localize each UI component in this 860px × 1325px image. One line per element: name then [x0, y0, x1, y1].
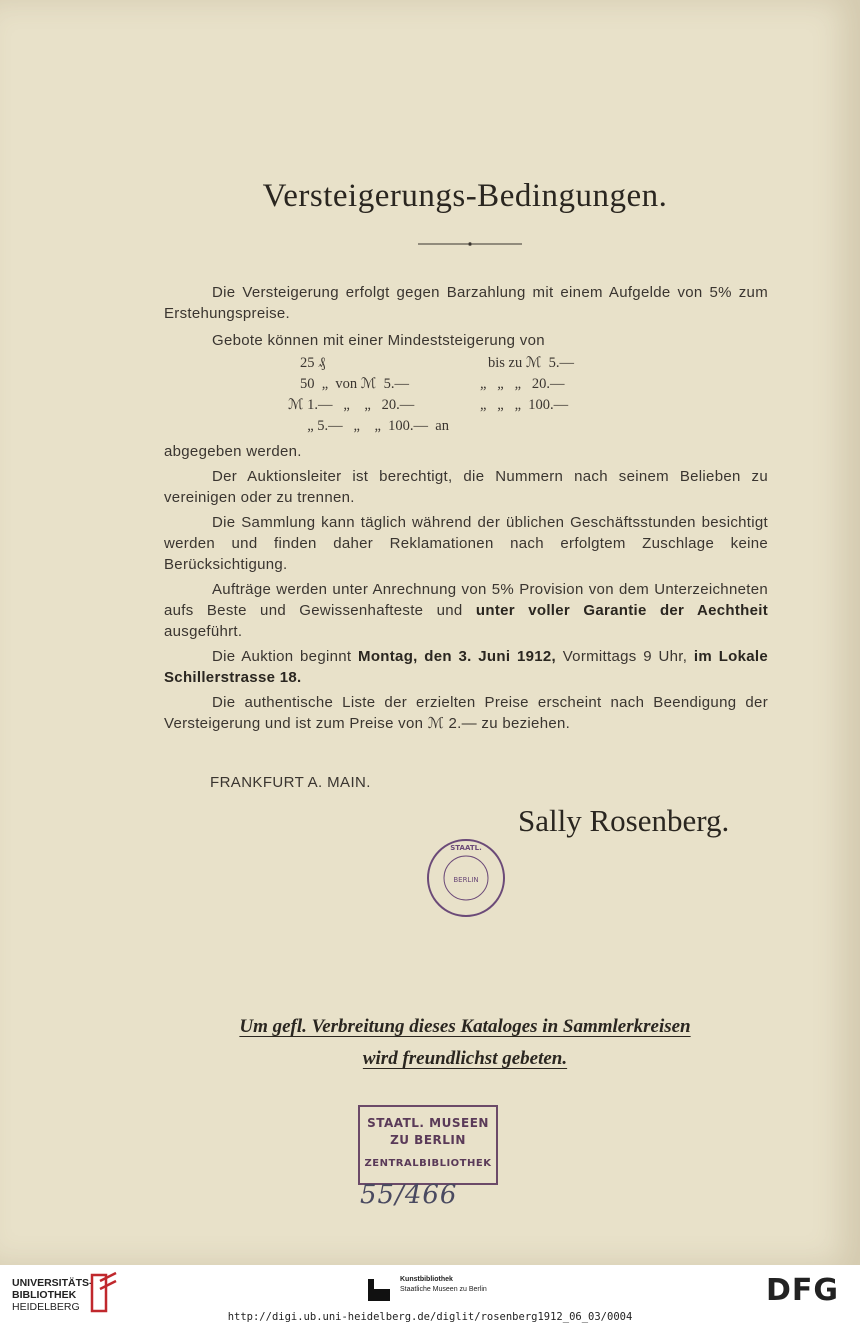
auction-date: Montag, den 3. Juni 1912,: [358, 648, 557, 665]
stamp-line: ZENTRALBIBLIOTHEK: [364, 1158, 492, 1169]
commissions-end: ausgeführt.: [164, 623, 243, 640]
increment-left: 50 „ von ℳ 5.—: [300, 376, 409, 392]
table-row: [300, 355, 630, 376]
city-line: FRANKFURT A. MAIN.: [210, 774, 371, 791]
auction-time: Vormittags 9 Uhr,: [562, 648, 688, 665]
paragraph-auctioneer: Der Auktionsleiter ist berechtigt, die Nummern nach seinem Belieben zu vereinigen oder zu trennen.: [164, 468, 768, 506]
bid-increment-table: [288, 355, 630, 439]
paragraph-bids: Gebote können mit einer Mindeststeigerung von: [212, 332, 545, 349]
svg-text:STAATL.: STAATL.: [450, 844, 482, 852]
round-stamp: [424, 836, 508, 920]
stamp-line: ZU BERLIN: [390, 1133, 466, 1147]
table-row: [300, 376, 630, 397]
increment-left: 25 ₰: [300, 355, 326, 371]
stamp-line: STAATL. MUSEEN: [367, 1116, 489, 1130]
paragraph-price-list: Die authentische Liste der erzielten Preise erscheint nach Beendigung der Versteigerung und ist zum Preise von ℳ 2.— zu beziehen.: [164, 694, 768, 732]
increment-right: bis zu ℳ 5.—: [488, 355, 574, 371]
increment-left: „ 5.— „ „ 100.— an: [300, 418, 449, 434]
paragraph-viewing: Die Sammlung kann täglich während der üblichen Geschäftsstunden besichtigt werden und finden daher Reklamationen nach erfolgtem Zuschlage keine Berücksichtigung.: [164, 514, 768, 573]
svg-text:BERLIN: BERLIN: [453, 876, 479, 884]
paragraph-commissions: [164, 579, 768, 642]
signature: Sally Rosenberg.: [518, 803, 730, 838]
paragraph-surcharge: Die Versteigerung erfolgt gegen Barzahlung mit einem Aufgelde von 5% zum Erstehungspreise.: [164, 284, 768, 322]
kunstbibliothek-label: Kunstbibliothek Staatliche Museen zu Berlin: [400, 1276, 487, 1293]
dfg-logo: DFG: [766, 1273, 840, 1308]
auction-venue: im Lokale Schillerstrasse 18.: [164, 648, 769, 686]
guarantee-text: unter voller Garantie der Aechtheit: [475, 602, 768, 619]
university-logo-icon: [88, 1271, 120, 1315]
table-row: [288, 397, 630, 418]
library-stamp: [358, 1105, 498, 1185]
university-logo-text: UNIVERSITÄTS- BIBLIOTHEK HEIDELBERG: [12, 1277, 93, 1313]
notice-line-1: Um gefl. Verbreitung dieses Kataloges in Sammlerkreisen: [239, 1016, 691, 1037]
increment-right: „ „ „ 100.—: [480, 397, 569, 413]
paragraph-given: abgegeben werden.: [164, 443, 302, 460]
increment-right: „ „ „ 20.—: [480, 376, 565, 392]
kunstbibliothek-logo-icon: [366, 1275, 394, 1303]
page-title: Versteigerungs-Bedingungen.: [262, 178, 668, 214]
notice-line-2: wird freundlichst gebeten.: [362, 1048, 568, 1069]
title-ornament: [418, 241, 522, 247]
commissions-text: Aufträge werden unter Anrechnung von 5% Provision von dem Unterzeichneten aufs Beste und Gewissenhafteste und: [164, 581, 768, 619]
paragraph-date: [164, 646, 768, 688]
table-row: [300, 418, 630, 439]
permalink-url[interactable]: http://digi.ub.uni-heidelberg.de/diglit/rosenberg1912_06_03/0004: [227, 1311, 633, 1323]
shelfmark: 55/466: [360, 1180, 458, 1210]
footer-bar: [0, 1265, 860, 1325]
conditions-text-2: [164, 441, 768, 734]
date-intro: Die Auktion beginnt: [212, 648, 352, 665]
increment-left: ℳ 1.— „ „ 20.—: [288, 397, 415, 413]
conditions-text: [164, 282, 768, 351]
